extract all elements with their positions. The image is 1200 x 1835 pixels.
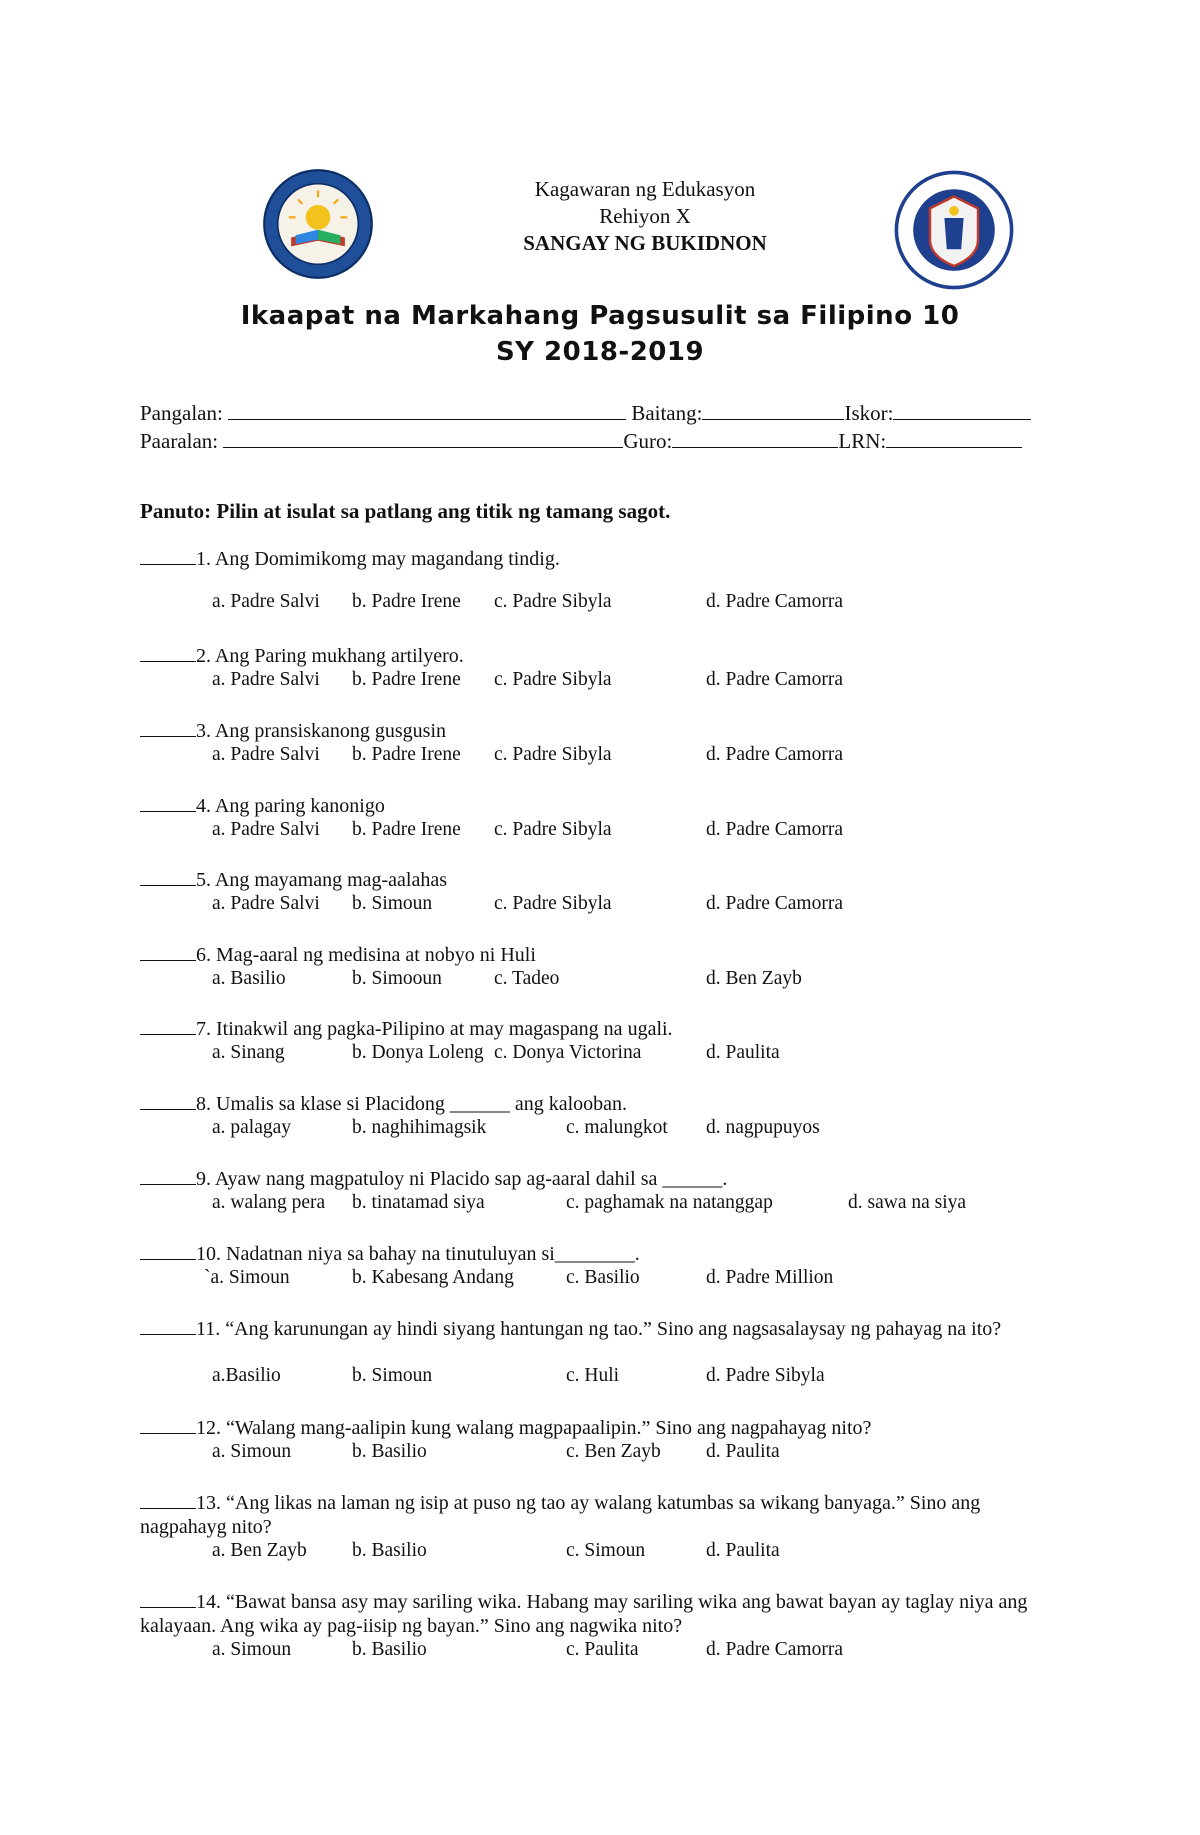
option-a: a. palagay [212,1117,292,1138]
answer-blank[interactable] [140,546,196,565]
option-c: c. Padre Sibyla [494,591,612,612]
lrn-label: LRN: [838,429,887,453]
option-d: d. Paulita [706,1042,780,1063]
question-text: 13. “Ang likas na laman ng isip at puso ng tao ay walang katumbas sa wikang banyaga.” Sino ang nagpahayg nito? [140,1492,981,1538]
question-text: 5. Ang mayamang mag-aalahas [196,869,448,891]
option-b: b. Padre Irene [352,669,461,690]
option-b: b. Basilio [352,1441,427,1462]
option-d: d. Padre Camorra [706,893,843,914]
question-stem [140,643,1060,668]
option-d: d. Ben Zayb [706,968,802,989]
option-b: b. Basilio [352,1639,427,1660]
question-text: 4. Ang paring kanonigo [196,795,385,817]
teacher-label: Guro: [623,429,673,453]
info-row-2 [140,428,1022,454]
option-d: d. Padre Camorra [706,591,843,612]
question-text: 12. “Walang mang-aalipin kung walang magpapaalipin.” Sino ang nagpahayag nito? [196,1417,872,1439]
lrn-blank[interactable] [886,429,1022,448]
exam-title [0,298,1200,370]
question-stem [140,1415,1060,1440]
teacher-blank[interactable] [672,429,838,448]
option-a: `a. Simoun [204,1267,290,1288]
region-name: Rehiyon X [599,204,691,228]
exam-title-line2: SY 2018-2019 [495,337,705,367]
answer-blank[interactable] [140,793,196,812]
option-a: a. Simoun [212,1441,292,1462]
answer-blank[interactable] [140,1241,196,1260]
option-a: a. Ben Zayb [212,1540,307,1561]
answer-blank[interactable] [140,1016,196,1035]
option-b: b. Simoun [352,1365,433,1386]
question-text: 3. Ang pransiskanong gusgusin [196,720,446,742]
agency-name: Kagawaran ng Edukasyon [534,177,756,201]
option-c: c. malungkot [566,1117,668,1138]
question-text: 11. “Ang karunungan ay hindi siyang hantungan ng tao.” Sino ang nagsasalaysay ng pahayag na ito? [196,1318,1002,1340]
option-a: a. Padre Salvi [212,669,320,690]
question-text: 6. Mag-aaral ng medisina at nobyo ni Huli [196,944,536,966]
question-stem [140,546,1060,571]
option-b: b. Simoun [352,893,433,914]
school-blank[interactable] [223,429,623,448]
question-text: 7. Itinakwil ang pagka-Pilipino at may magaspang na ugali. [196,1018,673,1040]
name-label: Pangalan: [140,401,223,425]
option-c: c. Paulita [566,1639,639,1660]
option-d: d. Padre Camorra [706,1639,843,1660]
info-row-1 [140,400,1031,426]
question-text: 9. Ayaw nang magpatuloy ni Placido sap ag-aaral dahil sa ______. [196,1168,728,1190]
option-a: a. Padre Salvi [212,591,320,612]
option-d: d. Padre Million [706,1267,834,1288]
question-stem [140,793,1060,818]
option-a: a. Basilio [212,968,286,989]
answer-blank[interactable] [140,1490,196,1509]
instructions: Panuto: Pilin at isulat sa patlang ang titik ng tamang sagot. [140,499,671,523]
option-d: d. Paulita [706,1441,780,1462]
answer-blank[interactable] [140,1589,196,1608]
answer-blank[interactable] [140,1316,196,1335]
question-stem [140,942,1060,967]
option-a: a.Basilio [212,1365,281,1386]
option-d: d. Padre Camorra [706,819,843,840]
answer-blank[interactable] [140,718,196,737]
question-stem [140,1166,1060,1191]
grade-label: Baitang: [631,401,703,425]
option-b: b. naghihimagsik [352,1117,487,1138]
option-c: c. Basilio [566,1267,640,1288]
option-a: a. Padre Salvi [212,893,320,914]
answer-blank[interactable] [140,1415,196,1434]
exam-title-line1: Ikaapat na Markahang Pagsusulit sa Filipino 10 [240,301,960,331]
option-b: b. Donya Loleng [352,1042,484,1063]
option-a: a. Padre Salvi [212,819,320,840]
option-b: b. Padre Irene [352,819,461,840]
option-a: a. Sinang [212,1042,285,1063]
answer-blank[interactable] [140,942,196,961]
question-text: 1. Ang Domimikomg may magandang tindig. [196,548,560,570]
option-d: d. nagpupuyos [706,1117,820,1138]
option-a: a. Padre Salvi [212,744,320,765]
option-a: a. walang pera [212,1192,326,1213]
option-b: b. Padre Irene [352,591,461,612]
option-c: c. Huli [566,1365,620,1386]
division-seal-logo [262,168,374,280]
option-c: c. paghamak na natanggap [566,1192,773,1213]
option-c: c. Tadeo [494,968,560,989]
question-stem [140,1241,1060,1266]
question-stem [140,1091,1060,1116]
option-d: d. Padre Camorra [706,669,843,690]
option-c: c. Padre Sibyla [494,819,612,840]
question-text: 8. Umalis sa klase si Placidong ______ ang kalooban. [196,1093,628,1115]
school-label: Paaralan: [140,429,219,453]
option-b: b. Basilio [352,1540,427,1561]
name-blank[interactable] [228,401,626,420]
question-text: 2. Ang Paring mukhang artilyero. [196,645,464,667]
option-c: c. Donya Victorina [494,1042,642,1063]
option-d: d. sawa na siya [848,1192,967,1213]
option-b: b. Kabesang Andang [352,1267,514,1288]
deped-seal-logo [894,170,1014,290]
option-a: a. Simoun [212,1639,292,1660]
question-stem [140,1490,1060,1539]
question-stem [140,1016,1060,1041]
answer-blank[interactable] [140,643,196,662]
option-d: d. Paulita [706,1540,780,1561]
agency-header [400,176,890,257]
question-stem [140,867,1060,892]
option-d: d. Padre Sibyla [706,1365,825,1386]
option-c: c. Padre Sibyla [494,744,612,765]
option-c: c. Simoun [566,1540,646,1561]
question-text: 14. “Bawat bansa asy may sariling wika. Habang may sariling wika ang bawat bayan ay taglay niya ang kalayaan. Ang wika ay pag-iisip ng bayan.” Sino ang nagwika nito? [140,1591,1028,1637]
score-blank[interactable] [893,401,1031,420]
grade-blank[interactable] [702,401,844,420]
option-b: b. Padre Irene [352,744,461,765]
question-stem [140,718,1060,743]
option-b: b. Simooun [352,968,442,989]
question-text: 10. Nadatnan niya sa bahay na tinutuluyan si________. [196,1243,640,1265]
option-c: c. Padre Sibyla [494,669,612,690]
option-c: c. Padre Sibyla [494,893,612,914]
answer-blank[interactable] [140,1166,196,1185]
answer-blank[interactable] [140,1091,196,1110]
option-d: d. Padre Camorra [706,744,843,765]
option-b: b. tinatamad siya [352,1192,485,1213]
question-stem [140,1316,1060,1341]
division-name: SANGAY NG BUKIDNON [523,231,767,255]
score-label: Iskor: [844,401,894,425]
question-stem [140,1589,1060,1638]
answer-blank[interactable] [140,867,196,886]
option-c: c. Ben Zayb [566,1441,661,1462]
